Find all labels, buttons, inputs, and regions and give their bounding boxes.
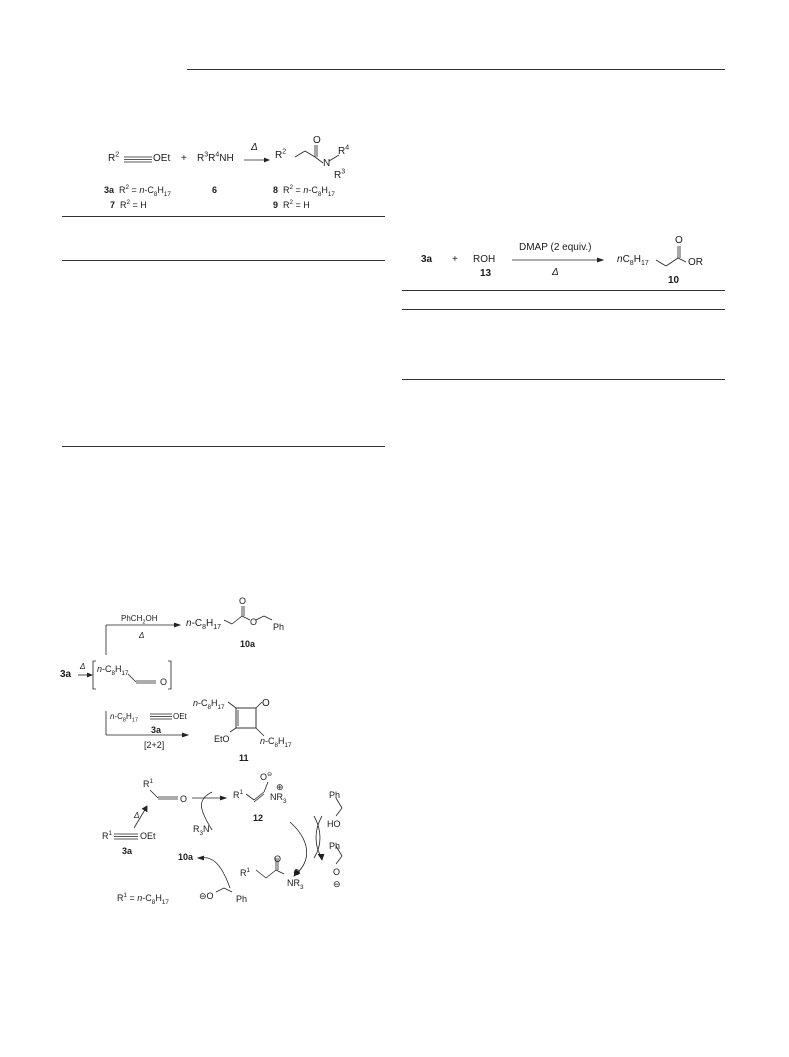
product-chain: $nC_8H_{17}$ — [617, 254, 649, 267]
heat-delta-upper: Δ — [139, 631, 145, 640]
ester-carbonyl-o: O — [239, 596, 247, 606]
cycle-alkoxide-ph: Ph — [236, 894, 248, 904]
cyclobutenone-eto: EtO — [214, 734, 230, 744]
ketene-chain: $n-C_8H_{17}$ — [97, 664, 129, 677]
alkyne-oet: OEt — [173, 712, 187, 721]
alkyne-triple-bond — [124, 157, 152, 163]
ester-chain: $n-C_8H_{17}$ — [186, 618, 222, 631]
cycle-label-10a: 10a — [178, 852, 194, 862]
cycle-nr3: $NR_3$ — [270, 792, 287, 805]
cyclobutenone-chain-top: $n-C_8H_{17}$ — [193, 698, 225, 711]
heat-delta: Δ — [552, 267, 559, 278]
reactant-amine: $R^3R^4NH$ — [197, 151, 234, 164]
cyclobutenone-o: O — [262, 698, 270, 709]
cycle-plus-2: ⊕ — [293, 867, 301, 877]
table-left-rule-mid — [62, 260, 385, 261]
alkyne-chain: $n-C_8H_{17}$ — [110, 712, 139, 724]
label-11: 11 — [239, 753, 249, 763]
cycle-r1-alkyne: $R^1$ — [102, 830, 113, 841]
table-right-rule-mid — [402, 309, 725, 310]
reactant-r2: $R^2$ — [108, 151, 120, 164]
product-r3: $R^3$ — [334, 168, 346, 181]
table-right-rule-bottom — [402, 379, 725, 380]
label-10a: 10a — [240, 639, 256, 649]
cycle-o-2: O — [333, 867, 341, 877]
product-n: N — [323, 158, 331, 169]
cycle-ketene-o: O — [180, 794, 188, 804]
cycle-ph-1: Ph — [329, 790, 341, 800]
cycle-r1-definition: $R^1 = n-C_8H_{17}$ — [117, 892, 169, 906]
header-rule — [187, 69, 725, 70]
cycle-minus-2: ⊖ — [333, 879, 341, 889]
ketene-structure — [128, 672, 162, 686]
cycle-alkyne-triple — [114, 834, 138, 840]
cycle-r1-int: $R^1$ — [233, 789, 244, 800]
cycle-ho: HO — [327, 819, 341, 829]
cycle-r3n: $R_3N$ — [193, 824, 210, 837]
alkyne-triple-bond-lower — [150, 714, 172, 720]
label-3a: 3a — [421, 254, 433, 265]
reactant-oet: OEt — [153, 153, 171, 164]
cycle-alkoxide: ⊖O — [199, 891, 214, 901]
table-left-rule-bottom — [62, 446, 385, 447]
product-r2: $R^2$ — [275, 148, 287, 161]
cycle-delta: Δ — [134, 811, 140, 820]
reaction-arrow — [244, 158, 270, 164]
label-13: 13 — [480, 268, 492, 279]
cycle-ph-2: Ph — [329, 841, 341, 851]
product-r4: $R^4$ — [338, 144, 350, 157]
product-or: OR — [688, 257, 703, 268]
label-9: 9 $R^2 = H$ — [273, 199, 310, 210]
cycle-label-3a: 3a — [122, 846, 133, 856]
label-7: 7 $R^2 = H$ — [110, 199, 147, 210]
heat-delta-ketene: Δ — [80, 662, 86, 671]
cycle-bottom-nr3: $NR_3$ — [287, 878, 304, 891]
label-3a-start: 3a — [60, 669, 72, 680]
label-8: 8 $R^2 = n-C_8H_{17}$ — [273, 184, 335, 198]
cycle-alkyne-oet: OEt — [140, 831, 156, 841]
label-3a-lower: 3a — [151, 725, 162, 735]
reactant-roh: ROH — [473, 254, 496, 265]
cycloaddition-label: [2+2] — [144, 740, 165, 750]
label-3a: 3a $R^2 = n-C_8H_{17}$ — [104, 184, 171, 198]
ester-ether-o: O — [250, 617, 258, 627]
plus-sign: + — [452, 254, 458, 265]
cycle-o-minus: O⊖ — [260, 771, 273, 782]
heat-delta: Δ — [251, 142, 258, 153]
reagent-phch2oh: PhCH$_2$OH — [121, 614, 158, 626]
cycle-r1-top: $R^1$ — [143, 778, 154, 789]
ester-ph: Ph — [273, 622, 285, 632]
label-12: 12 — [253, 813, 264, 823]
table-right-rule-top — [402, 290, 725, 291]
plus-sign: + — [181, 153, 187, 164]
label-10: 10 — [668, 275, 680, 286]
cycle-bottom-o: O — [274, 854, 282, 864]
cyclobutenone-chain-bottom: $n-C_8H_{17}$ — [260, 736, 292, 749]
cycle-plus-1: ⊕ — [276, 782, 284, 792]
reaction-arrow — [512, 258, 604, 264]
product-o: O — [313, 135, 321, 146]
product-o: O — [675, 235, 683, 246]
table-left-rule-top — [62, 216, 385, 217]
cycle-arrows — [100, 770, 360, 910]
reagent-dmap: DMAP (2 equiv.) — [519, 242, 592, 253]
ketene-o: O — [160, 677, 168, 687]
cycle-r1-bottom: $R^1$ — [240, 867, 251, 878]
label-6: 6 — [212, 185, 218, 195]
